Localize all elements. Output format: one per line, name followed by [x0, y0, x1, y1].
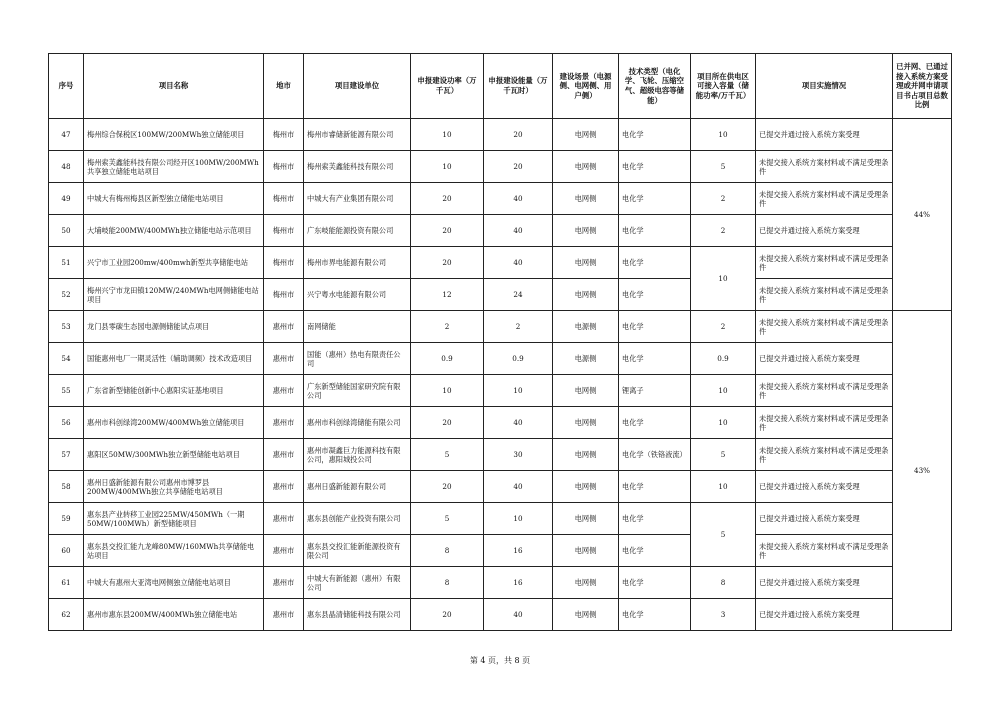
cell-energy: 16 — [484, 567, 553, 599]
cell-capacity: 2 — [691, 311, 756, 343]
cell-name: 惠东县产业转移工业园225MW/450MWh（一期50MW/100MWh）新型储能项目 — [84, 503, 264, 535]
cell-power: 20 — [411, 247, 484, 279]
cell-seq: 61 — [49, 567, 84, 599]
cell-scene: 电网侧 — [553, 151, 619, 183]
cell-tech: 电化学 — [619, 311, 691, 343]
cell-seq: 60 — [49, 535, 84, 567]
cell-name: 梅州综合保税区100MW/200MWh独立储能项目 — [84, 119, 264, 151]
cell-status: 未提交接入系统方案材料或不满足受理条件 — [756, 439, 893, 471]
cell-power: 20 — [411, 215, 484, 247]
cell-name: 中城大有惠州大亚湾电网侧独立储能电站项目 — [84, 567, 264, 599]
cell-energy: 20 — [484, 119, 553, 151]
cell-unit: 惠州市科创绿湾储能有限公司 — [304, 407, 411, 439]
cell-tech: 锂离子 — [619, 375, 691, 407]
table-row — [49, 247, 952, 279]
header-capacity: 项目所在供电区可接入容量（储能功率/万千瓦） — [691, 54, 756, 119]
cell-ratio-meizhou: 44% — [893, 119, 952, 311]
header-seq: 序号 — [49, 54, 84, 119]
header-scene: 建设场景（电源侧、电网侧、用户侧） — [553, 54, 619, 119]
cell-capacity: 0.9 — [691, 343, 756, 375]
cell-scene: 电网侧 — [553, 599, 619, 631]
cell-city: 惠州市 — [264, 567, 304, 599]
cell-energy: 2 — [484, 311, 553, 343]
table-row — [49, 535, 952, 567]
cell-energy: 40 — [484, 215, 553, 247]
cell-power: 10 — [411, 119, 484, 151]
cell-name: 惠阳区50MW/300MWh独立新型储能电站项目 — [84, 439, 264, 471]
cell-unit: 中城大有产业集团有限公司 — [304, 183, 411, 215]
cell-tech: 电化学 — [619, 119, 691, 151]
table-row — [49, 343, 952, 375]
cell-power: 10 — [411, 151, 484, 183]
cell-seq: 47 — [49, 119, 84, 151]
cell-unit: 广东岐能能源投资有限公司 — [304, 215, 411, 247]
cell-scene: 电网侧 — [553, 183, 619, 215]
cell-scene: 电网侧 — [553, 503, 619, 535]
cell-unit: 惠东县交投汇能新能源投资有限公司 — [304, 535, 411, 567]
cell-capacity: 10 — [691, 471, 756, 503]
cell-energy: 10 — [484, 375, 553, 407]
cell-unit: 广东新型储能国家研究院有限公司 — [304, 375, 411, 407]
cell-scene: 电网侧 — [553, 247, 619, 279]
header-ratio: 已并网、已通过接入系统方案受理或并网申请项目书占项目总数比例 — [893, 54, 952, 119]
cell-unit: 梅州索芙鑫能科技有限公司 — [304, 151, 411, 183]
cell-city: 梅州市 — [264, 151, 304, 183]
header-power: 申报建设功率（万千瓦） — [411, 54, 484, 119]
cell-energy: 40 — [484, 471, 553, 503]
cell-scene: 电网侧 — [553, 119, 619, 151]
cell-energy: 0.9 — [484, 343, 553, 375]
cell-capacity: 10 — [691, 375, 756, 407]
cell-status: 已提交并通过接入系统方案受理 — [756, 215, 893, 247]
cell-tech: 电化学 — [619, 503, 691, 535]
header-unit: 项目建设单位 — [304, 54, 411, 119]
cell-power: 10 — [411, 375, 484, 407]
cell-name: 大埔岐能200MW/400MWh独立储能电站示范项目 — [84, 215, 264, 247]
cell-status: 已提交并通过接入系统方案受理 — [756, 503, 893, 535]
cell-energy: 24 — [484, 279, 553, 311]
table-row — [49, 375, 952, 407]
cell-tech: 电化学（铁铬液流） — [619, 439, 691, 471]
cell-energy: 30 — [484, 439, 553, 471]
cell-scene: 电网侧 — [553, 279, 619, 311]
cell-scene: 电源侧 — [553, 311, 619, 343]
cell-tech: 电化学 — [619, 151, 691, 183]
cell-seq: 48 — [49, 151, 84, 183]
cell-name: 中城大有梅州梅县区新型独立储能电站项目 — [84, 183, 264, 215]
header-status: 项目实施情况 — [756, 54, 893, 119]
cell-name: 惠州日盛新能源有限公司惠州市博罗县200MW/400MWh独立共享储能电站项目 — [84, 471, 264, 503]
cell-status: 未提交接入系统方案材料或不满足受理条件 — [756, 279, 893, 311]
cell-power: 20 — [411, 183, 484, 215]
cell-capacity: 2 — [691, 215, 756, 247]
cell-energy: 40 — [484, 247, 553, 279]
cell-scene: 电网侧 — [553, 567, 619, 599]
table-row — [49, 119, 952, 151]
cell-scene: 电网侧 — [553, 471, 619, 503]
cell-city: 惠州市 — [264, 535, 304, 567]
table-row — [49, 439, 952, 471]
table-row — [49, 471, 952, 503]
cell-name: 龙门县零碳生态园电源侧储能试点项目 — [84, 311, 264, 343]
cell-city: 梅州市 — [264, 183, 304, 215]
cell-capacity-merged: 10 — [691, 247, 756, 311]
cell-city: 惠州市 — [264, 343, 304, 375]
cell-seq: 57 — [49, 439, 84, 471]
cell-unit: 南网储能 — [304, 311, 411, 343]
cell-scene: 电网侧 — [553, 535, 619, 567]
cell-power: 20 — [411, 599, 484, 631]
cell-tech: 电化学 — [619, 535, 691, 567]
cell-seq: 54 — [49, 343, 84, 375]
cell-tech: 电化学 — [619, 215, 691, 247]
cell-name: 惠东县交投汇能九龙峰80MW/160MWh共享储能电站项目 — [84, 535, 264, 567]
cell-status: 已提交并通过接入系统方案受理 — [756, 567, 893, 599]
cell-status: 已提交并通过接入系统方案受理 — [756, 343, 893, 375]
cell-tech: 电化学 — [619, 279, 691, 311]
cell-seq: 55 — [49, 375, 84, 407]
table-row — [49, 599, 952, 631]
cell-unit: 梅州市界电能源有限公司 — [304, 247, 411, 279]
cell-name: 惠州市科创绿湾200MW/400MWh独立储能项目 — [84, 407, 264, 439]
cell-city: 惠州市 — [264, 503, 304, 535]
cell-capacity: 10 — [691, 407, 756, 439]
cell-power: 2 — [411, 311, 484, 343]
table-row — [49, 183, 952, 215]
cell-capacity: 10 — [691, 119, 756, 151]
cell-city: 惠州市 — [264, 599, 304, 631]
cell-unit: 惠东县创能产业投资有限公司 — [304, 503, 411, 535]
cell-energy: 20 — [484, 151, 553, 183]
cell-capacity: 8 — [691, 567, 756, 599]
cell-ratio-huizhou: 43% — [893, 311, 952, 631]
cell-city: 惠州市 — [264, 439, 304, 471]
cell-unit: 梅州市睿储新能源有限公司 — [304, 119, 411, 151]
table-row — [49, 407, 952, 439]
cell-status: 未提交接入系统方案材料或不满足受理条件 — [756, 183, 893, 215]
cell-capacity: 2 — [691, 183, 756, 215]
cell-name: 兴宁市工业园200mw/400mwh新型共享储能电站 — [84, 247, 264, 279]
cell-name: 惠州市惠东县200MW/400MWh独立储能电站 — [84, 599, 264, 631]
cell-unit: 惠州市凝鑫巨力能源科技有限公司，惠阳城投公司 — [304, 439, 411, 471]
cell-energy: 40 — [484, 407, 553, 439]
page-footer: 第 4 页，共 8 页 — [469, 656, 531, 665]
cell-status: 已提交并通过接入系统方案受理 — [756, 471, 893, 503]
cell-unit: 中城大有新能源（惠州）有限公司 — [304, 567, 411, 599]
cell-power: 5 — [411, 439, 484, 471]
table-row — [49, 215, 952, 247]
cell-power: 5 — [411, 503, 484, 535]
cell-name: 梅州兴宁市龙田镇120MW/240MWh电网侧储能电站项目 — [84, 279, 264, 311]
cell-city: 梅州市 — [264, 215, 304, 247]
cell-power: 12 — [411, 279, 484, 311]
cell-tech: 电化学 — [619, 599, 691, 631]
cell-scene: 电源侧 — [553, 343, 619, 375]
cell-status: 已提交并通过接入系统方案受理 — [756, 599, 893, 631]
table-row — [49, 311, 952, 343]
cell-seq: 53 — [49, 311, 84, 343]
cell-power: 8 — [411, 535, 484, 567]
header-row — [49, 54, 952, 119]
cell-tech: 电化学 — [619, 471, 691, 503]
cell-name: 广东省新型储能创新中心惠阳实证基地项目 — [84, 375, 264, 407]
table-row — [49, 503, 952, 535]
cell-seq: 56 — [49, 407, 84, 439]
cell-seq: 58 — [49, 471, 84, 503]
cell-city: 梅州市 — [264, 119, 304, 151]
header-energy: 申报建设能量（万千瓦时） — [484, 54, 553, 119]
cell-city: 梅州市 — [264, 279, 304, 311]
cell-energy: 16 — [484, 535, 553, 567]
table-row — [49, 279, 952, 311]
cell-name: 国能惠州电厂一期灵活性（辅助调频）技术改造项目 — [84, 343, 264, 375]
cell-capacity: 5 — [691, 151, 756, 183]
cell-seq: 50 — [49, 215, 84, 247]
cell-capacity: 5 — [691, 439, 756, 471]
project-table — [48, 53, 952, 631]
cell-unit: 国能（惠州）热电有限责任公司 — [304, 343, 411, 375]
cell-status: 未提交接入系统方案材料或不满足受理条件 — [756, 311, 893, 343]
table-row — [49, 151, 952, 183]
cell-tech: 电化学 — [619, 343, 691, 375]
cell-seq: 59 — [49, 503, 84, 535]
cell-unit: 惠州日盛新能源有限公司 — [304, 471, 411, 503]
cell-city: 梅州市 — [264, 247, 304, 279]
cell-status: 未提交接入系统方案材料或不满足受理条件 — [756, 247, 893, 279]
cell-capacity: 3 — [691, 599, 756, 631]
cell-unit: 兴宁粤水电能源有限公司 — [304, 279, 411, 311]
cell-energy: 40 — [484, 183, 553, 215]
cell-city: 惠州市 — [264, 375, 304, 407]
cell-scene: 电网侧 — [553, 439, 619, 471]
header-name: 项目名称 — [84, 54, 264, 119]
cell-power: 20 — [411, 471, 484, 503]
cell-status: 未提交接入系统方案材料或不满足受理条件 — [756, 375, 893, 407]
cell-scene: 电网侧 — [553, 375, 619, 407]
table-row — [49, 567, 952, 599]
cell-scene: 电网侧 — [553, 215, 619, 247]
cell-unit: 惠东县晶清储能科技有限公司 — [304, 599, 411, 631]
cell-energy: 40 — [484, 599, 553, 631]
cell-tech: 电化学 — [619, 183, 691, 215]
cell-name: 梅州索芙鑫能科技有限公司经开区100MW/200MWh共享独立储能电站项目 — [84, 151, 264, 183]
cell-power: 0.9 — [411, 343, 484, 375]
cell-city: 惠州市 — [264, 471, 304, 503]
cell-tech: 电化学 — [619, 567, 691, 599]
cell-energy: 10 — [484, 503, 553, 535]
cell-tech: 电化学 — [619, 247, 691, 279]
cell-scene: 电网侧 — [553, 407, 619, 439]
header-city: 地市 — [264, 54, 304, 119]
cell-city: 惠州市 — [264, 407, 304, 439]
cell-tech: 电化学 — [619, 407, 691, 439]
cell-seq: 51 — [49, 247, 84, 279]
cell-status: 未提交接入系统方案材料或不满足受理条件 — [756, 407, 893, 439]
cell-seq: 62 — [49, 599, 84, 631]
cell-power: 20 — [411, 407, 484, 439]
cell-capacity-merged: 5 — [691, 503, 756, 567]
cell-status: 已提交并通过接入系统方案受理 — [756, 119, 893, 151]
cell-status: 未提交接入系统方案材料或不满足受理条件 — [756, 535, 893, 567]
cell-status: 未提交接入系统方案材料或不满足受理条件 — [756, 151, 893, 183]
cell-city: 惠州市 — [264, 311, 304, 343]
cell-seq: 52 — [49, 279, 84, 311]
header-tech: 技术类型（电化学、飞轮、压缩空气、超级电容等储能） — [619, 54, 691, 119]
cell-power: 8 — [411, 567, 484, 599]
cell-seq: 49 — [49, 183, 84, 215]
